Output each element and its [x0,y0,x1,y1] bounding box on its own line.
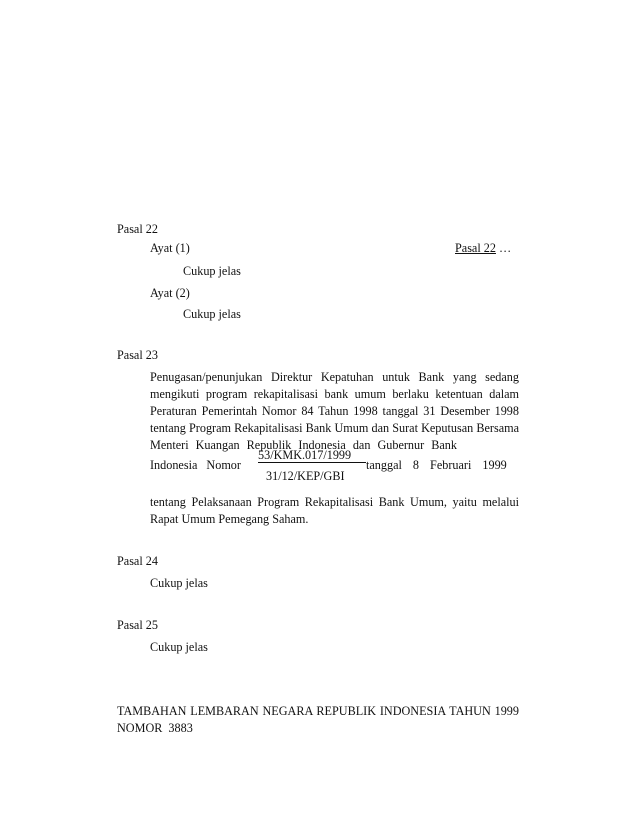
pasal-22-continuation [455,240,511,257]
pasal-22-ayat-2-text: Cukup jelas [183,307,241,321]
fraction-line [258,462,366,463]
nomor-prefix: Indonesia Nomor [150,458,241,472]
pasal-22-ayat-1-text: Cukup jelas [183,264,241,278]
footer-line-2: NOMOR 3883 [117,721,193,735]
footer-line-1: TAMBAHAN LEMBARAN NEGARA REPUBLIK INDONESIA TAHUN 1999 [117,704,519,718]
pasal-22-continuation-ellipsis: … [499,241,512,255]
pasal-25-heading: Pasal 25 [117,618,158,632]
pasal-23-line: tentang Program Rekapitalisasi Bank Umum dan Surat Keputusan Bersama [150,421,519,435]
pasal-22-heading: Pasal 22 [117,222,158,236]
pasal-22-ayat-1-label: Ayat (1) [150,241,190,255]
pasal-24-heading: Pasal 24 [117,554,158,568]
pasal-23-line: Penugasan/penunjukan Direktur Kepatuhan untuk Bank yang sedang [150,370,519,384]
pasal-22-ayat-2-label: Ayat (2) [150,286,190,300]
nomor-denominator: 31/12/KEP/GBI [266,469,345,483]
pasal-23-closing-line: Rapat Umum Pemegang Saham. [150,512,309,526]
nomor-numerator: 53/KMK.017/1999 [258,448,352,462]
nomor-suffix: tanggal 8 Februari 1999 [366,458,507,472]
pasal-23-line: Menteri Kuangan Republik Indonesia dan Gubernur Bank [150,438,457,452]
pasal-22-continuation-link: Pasal 22 [455,241,496,255]
pasal-24-text: Cukup jelas [150,576,208,590]
pasal-23-heading: Pasal 23 [117,348,158,362]
pasal-23-line: mengikuti program rekapitalisasi bank umum berlaku ketentuan dalam [150,387,519,401]
pasal-23-line: Peraturan Pemerintah Nomor 84 Tahun 1998 tanggal 31 Desember 1998 [150,404,519,418]
pasal-23-closing-line: tentang Pelaksanaan Program Rekapitalisasi Bank Umum, yaitu melalui [150,495,519,509]
pasal-25-text: Cukup jelas [150,640,208,654]
